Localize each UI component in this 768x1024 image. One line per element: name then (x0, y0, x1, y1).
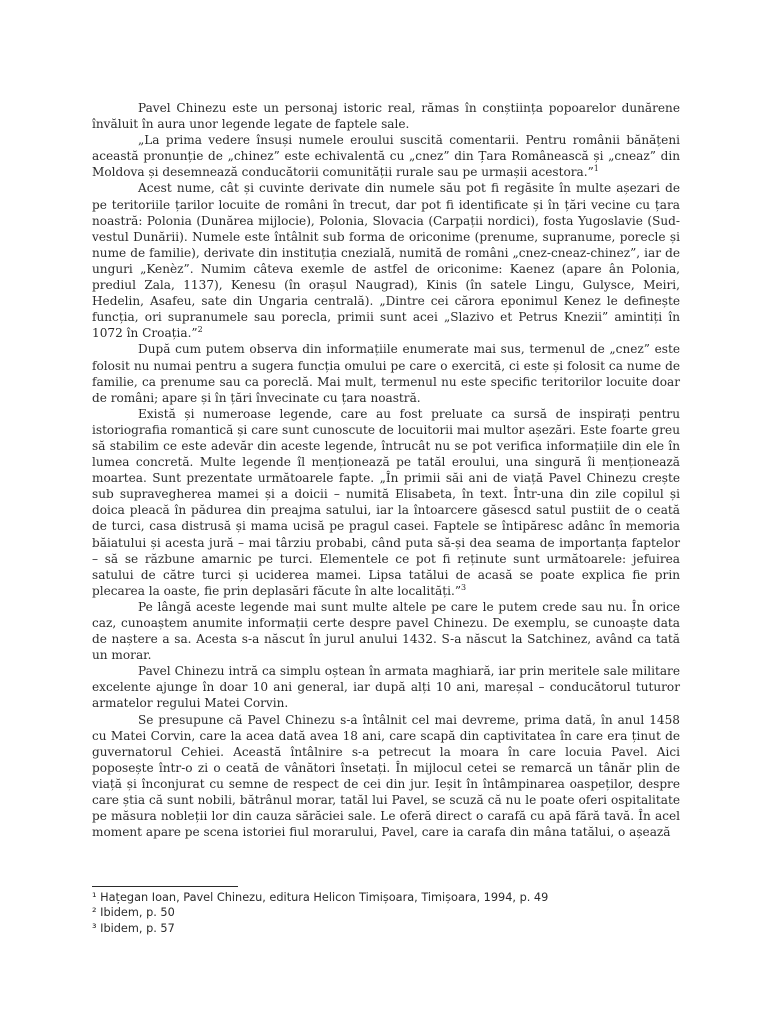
footnotes (92, 886, 680, 936)
paragraph: Pe lângă aceste legende mai sunt multe altele pe care le putem crede sau nu. În orice caz, cunoaștem anumite informații certe despre pavel Chinezu. De exemplu, se cunoaște data de naștere a sa. Acesta s-a născut în jurul anului 1432. S-a născut la Satchinez, având ca tată un morar. (92, 599, 680, 663)
paragraph: Pavel Chinezu intră ca simplu oștean în armata maghiară, iar prin meritele sale militare excelente ajunge în doar 10 ani general, iar după alți 10 ani, mareșal – conducătorul tuturor armatelor regului Matei Corvin. (92, 664, 680, 711)
paragraph: Pavel Chinezu este un personaj istoric real, rămas în conștiința popoarelor dunărene învăluit în aura unor legende legate de faptele sale. (92, 101, 680, 132)
footnote-ref[interactable]: 3 (461, 582, 467, 592)
document-body (92, 100, 680, 840)
paragraph: După cum putem observa din informațiile enumerate mai sus, termenul de „cnez” este folosit nu numai pentru a sugera funcția omului pe care o exercită, ci este și folosit ca nume de familie, ca prenume sau ca poreclă. Mai mult, termenul nu este specific teritorilor locuite doar de români; apare și în țări învecinate cu țara noastră. (92, 342, 680, 405)
paragraph: Acest nume, cât și cuvinte derivate din numele său pot fi regăsite în multe așezari de pe teritoriile țarilor locuite de români în trecut, dar pot fi identificate și în țări vecine cu țara noastră: Polonia (Dunărea mijlocie), Polonia, Slovacia (Carpații nordici), fosta Yugoslavie (Sud-vestul Dunării). Numele este întâlnit sub forma de oriconime (prenume, supranume, porecle și nume de familie), derivate din instituția cnezială, numită de români „cnez-cneaz-chinez”, iar de unguri „Kenèz”. Numim câteva exemle de astfel de oriconime: Kaenez (apare ân Polonia, prediul Zala, 1137), Kenesu (în orașul Naugrad), Kinis (în satele Lingu, Gulysce, Meiri, Hedelin, Asafeu, sate din Ungaria centrală). „Dintre cei cărora eponimul Kenez le definește funcția, ori supranumele sau porecla, primii sunt acei „Slazivo et Petrus Knezii” amintiți în 1072 în Croația.”$^2$ (92, 181, 680, 341)
footnote: ³ Ibidem, p. 57 (92, 921, 175, 935)
footnote-ref[interactable]: 1 (593, 164, 599, 174)
footnote: ¹ Hațegan Ioan, Pavel Chinezu, editura Helicon Timișoara, Timișoara, 1994, p. 49 (92, 891, 549, 904)
footnote: ² Ibidem, p. 50 (92, 906, 175, 920)
footnote-separator (92, 886, 238, 887)
paragraph: „La prima vedere însuși numele eroului suscită comentarii. Pentru românii bănățeni această pronunție de „chinez” este echivalentă cu „cnez” din Țara Românească și „cneaz” din Moldova și desemnează conducătorii comunității rurale sau pe urmașii acestora.”$^1$ (92, 133, 680, 180)
footnote-ref[interactable]: 2 (197, 325, 203, 335)
paragraph: Se presupune că Pavel Chinezu s-a întâlnit cel mai devreme, prima dată, în anul 1458 cu Matei Corvin, care la acea dată avea 18 ani, care scapă din captivitatea în care era ținut de guvernatorul Cehiei. Această întâlnire s-a petrecut la moara în care locuia Pavel. Aici poposește într-o zi o ceată de vânători însetați. În mijlocul cetei se remarcă un tânăr plin de viață și înconjurat cu semne de respect de cei din jur. Ieșit în întâmpinarea oaspeților, despre care știa că sunt nobili, bătrânul morar, tatăl lui Pavel, se scuză că nu le poate oferi ospitalitate pe măsura nobleții lor din cauza sărăciei sale. Le oferă direct o carafă cu apă fără tavă. În acel moment apare pe scena istoriei fiul morarului, Pavel, care ia carafa din mâna tatălui, o așează (92, 712, 680, 840)
paragraph: Există și numeroase legende, care au fost preluate ca sursă de inspirați pentru istoriografia romantică și care sunt cunoscute de locuitorii mai multor așezări. Este foarte greu să stabilim ce este adevăr din aceste legende, întrucât nu se pot verifica informațiile din ele în lumea concretă. Multe legende îl menționează pe tatăl eroului, una singură îi menționează moartea. Sunt prezentate următoarele fapte. „În primii săi ani de viață Pavel Chinezu crește sub supravegherea mamei și a doicii – numită Elisabeta, în text. Într-una din zile copilul și doica pleacă în pădurea din preajma satului, iar la întoarcere găsescd satul pustiit de o ceată de turci, casa distrusă și mama ucisă pe pragul casei. Faptele se întipăresc adânc în memoria băiatului și acesta jură – mai târziu probabi, când puta să-și dea seama de importanța faptelor – să se răzbune amarnic pe turci. Elementele ce pot fi reținute sunt următoarele: jefuirea satului de către turci și uciderea mamei. Lipsa tatălui de acasă se poate explica fie prin plecarea la oaste, fie prin deplasări făcute în alte localități.”$^3$ (92, 406, 680, 598)
